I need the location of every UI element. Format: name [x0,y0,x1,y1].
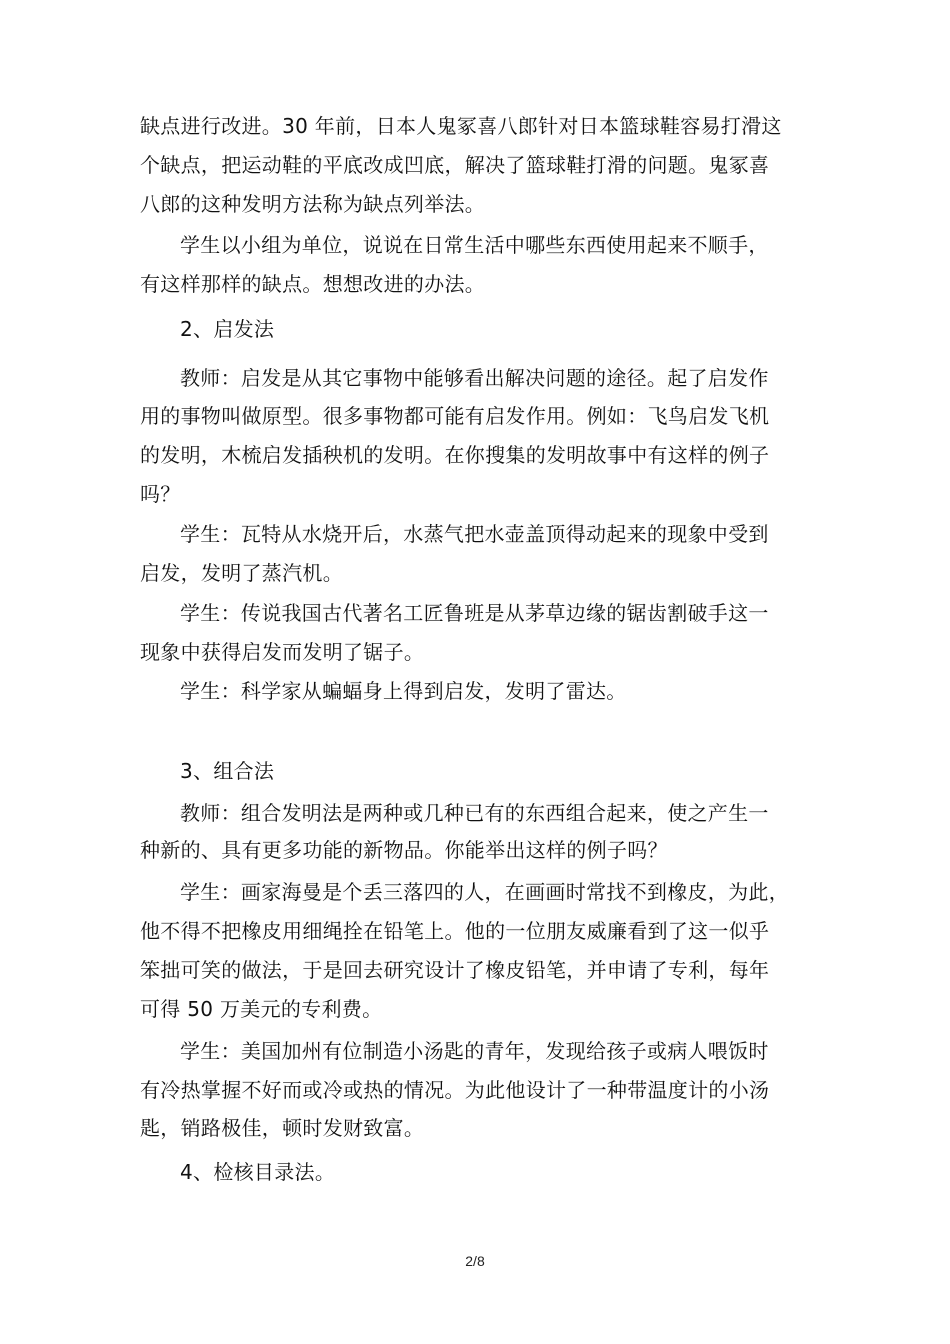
section-heading: 4、检核目录法。 [180,1160,336,1184]
text-line: 他不得不把橡皮用细绳拴在铅笔上。他的一位朋友威廉看到了这一似乎 [140,919,770,943]
text-line: 学生：传说我国古代著名工匠鲁班是从茅草边缘的锯齿割破手这一 [180,601,769,625]
text-line: 学生：美国加州有位制造小汤匙的青年，发现给孩子或病人喂饭时 [180,1039,769,1063]
text-line: 有冷热掌握不好而或冷或热的情况。为此他设计了一种带温度计的小汤 [140,1078,770,1102]
text-line: 学生：科学家从蝙蝠身上得到启发，发明了雷达。 [180,679,627,703]
page-number: 2/8 [465,1253,485,1269]
text-line: 学生以小组为单位，说说在日常生活中哪些东西使用起来不顺手， [180,233,769,257]
text-line: 个缺点，把运动鞋的平底改成凹底，解决了篮球鞋打滑的问题。鬼冢喜 [140,153,770,177]
text-line: 匙，销路极佳，顿时发财致富。 [140,1116,425,1140]
text-line: 学生：画家海曼是个丢三落四的人，在画画时常找不到橡皮，为此， [180,880,789,904]
section-heading: 3、组合法 [180,759,275,783]
text-line: 八郎的这种发明方法称为缺点列举法。 [140,192,486,216]
section-heading: 2、启发法 [180,317,275,341]
text-line: 笨拙可笑的做法，于是回去研究设计了橡皮铅笔，并申请了专利，每年 [140,958,770,982]
text-line: 教师：启发是从其它事物中能够看出解决问题的途径。起了启发作 [180,366,769,390]
text-line: 现象中获得启发而发明了锯子。 [140,640,425,664]
text-line: 启发，发明了蒸汽机。 [140,561,343,585]
text-line: 教师：组合发明法是两种或几种已有的东西组合起来，使之产生一 [180,801,769,825]
text-line: 用的事物叫做原型。很多事物都可能有启发作用。例如：飞鸟启发飞机 [140,404,770,428]
text-line: 吗？ [140,482,181,506]
text-line: 有这样那样的缺点。想想改进的办法。 [140,272,486,296]
text-line: 种新的、具有更多功能的新物品。你能举出这样的例子吗？ [140,838,668,862]
text-line: 的发明，木梳启发插秧机的发明。在你搜集的发明故事中有这样的例子 [140,443,770,467]
text-line: 可得 50 万美元的专利费。 [140,997,383,1021]
text-line: 学生：瓦特从水烧开后，水蒸气把水壶盖顶得动起来的现象中受到 [180,522,769,546]
text-line: 缺点进行改进。30 年前，日本人鬼冢喜八郎针对日本篮球鞋容易打滑这 [140,114,782,138]
